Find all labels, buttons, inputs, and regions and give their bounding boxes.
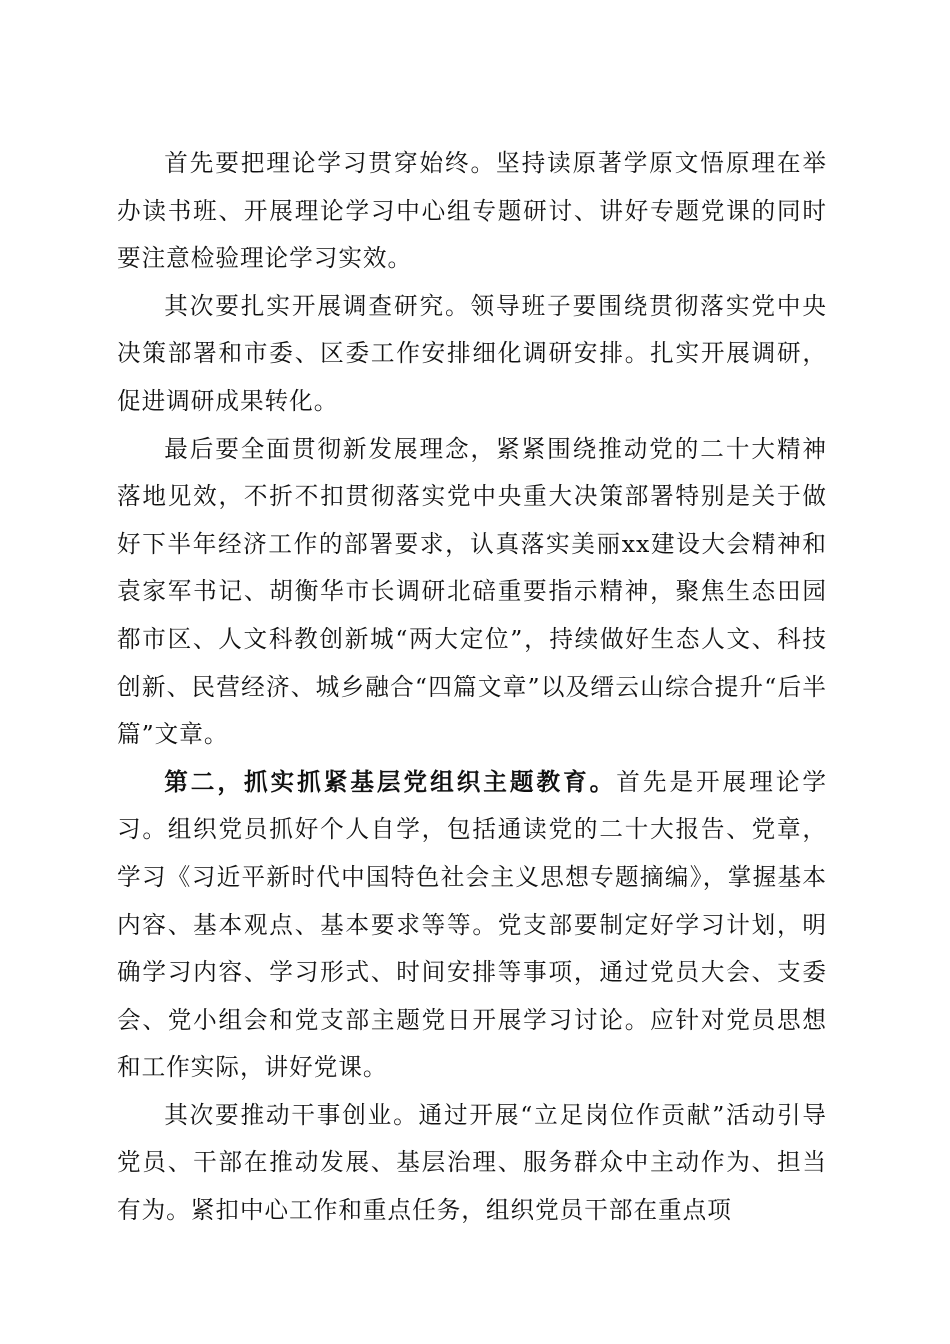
paragraph-research [117, 283, 827, 426]
paragraph-new-development [117, 426, 827, 759]
paragraph-grassroots-education [117, 759, 827, 1092]
paragraph-text: 首先是开展理论学习。组织党员抓好个人自学，包括通读党的二十大报告、党章，学习《习近平新时代中国特色社会主义思想专题摘编》，掌握基本内容、基本观点、基本要求等等。党支部要制定好学习计划，明确学习内容、学习形式、时间安排等事项，通过党员大会、支委会、党小组会和党支部主题党日开展学习讨论。应针对党员思想和工作实际，讲好党课。 [117, 767, 828, 1082]
paragraph-text: 首先要把理论学习贯穿始终。坚持读原著学原文悟原理在举办读书班、开展理论学习中心组专题研讨、讲好专题党课的同时要注意检验理论学习实效。 [117, 149, 827, 273]
paragraph-entrepreneurship [117, 1092, 827, 1235]
section-heading: 第二，抓实抓紧基层党组织主题教育。 [164, 767, 617, 796]
paragraph-text: 其次要扎实开展调查研究。领导班子要围绕贯彻落实党中央决策部署和市委、区委工作安排细化调研安排。扎实开展调研，促进调研成果转化。 [117, 291, 827, 415]
paragraph-text: 最后要全面贯彻新发展理念，紧紧围绕推动党的二十大精神落地见效，不折不扣贯彻落实党中央重大决策部署特别是关于做好下半年经济工作的部署要求，认真落实美丽xx建设大会精神和袁家军书记、胡衡华市长调研北碚重要指示精神，聚焦生态田园都市区、人文科教创新城“两大定位”，持续做好生态人文、科技创新、民营经济、城乡融合“四篇文章”以及缙云山综合提升“后半篇”文章。 [117, 434, 827, 749]
paragraph-text: 其次要推动干事创业。通过开展“立足岗位作贡献”活动引导党员、干部在推动发展、基层治理、服务群众中主动作为、担当有为。紧扣中心工作和重点任务，组织党员干部在重点项 [117, 1100, 827, 1225]
paragraph-theory-study [117, 140, 827, 283]
document-body [117, 140, 827, 1235]
